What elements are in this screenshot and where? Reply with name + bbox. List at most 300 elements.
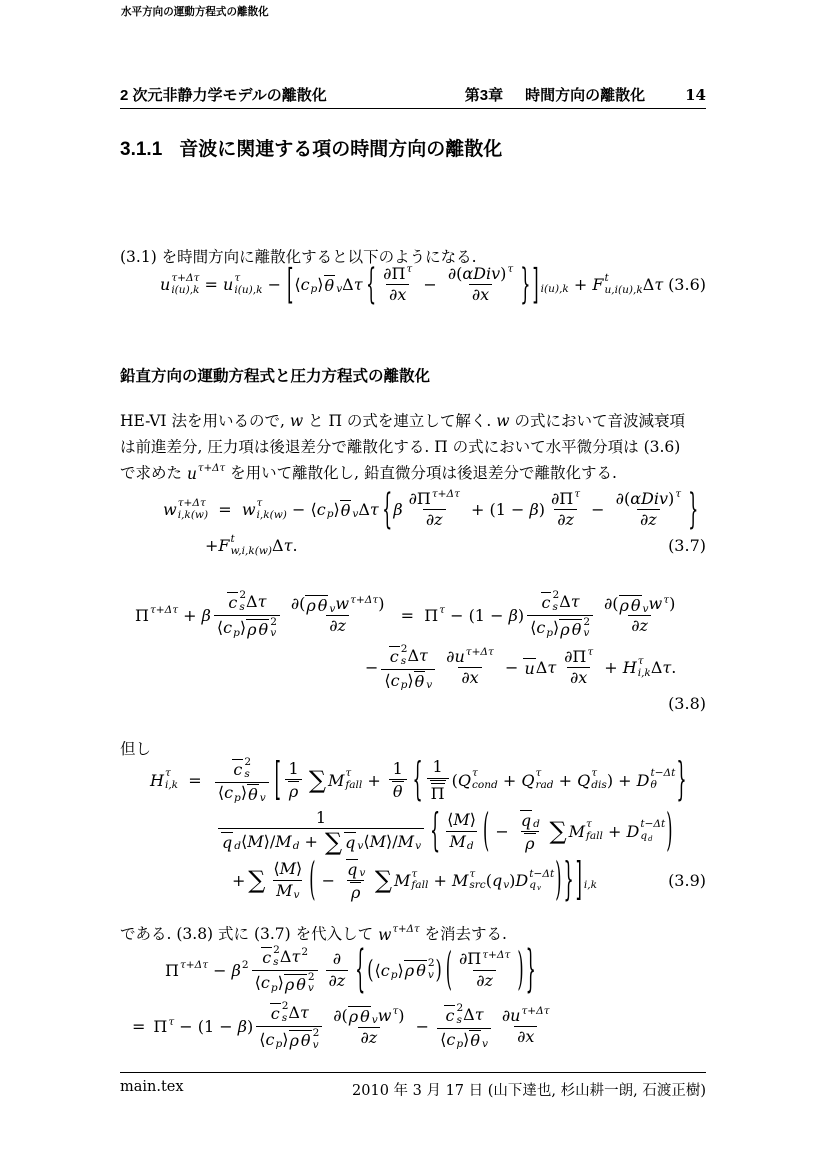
math-token xyxy=(224,784,241,802)
math-token xyxy=(214,615,280,641)
math-token: ( xyxy=(451,770,458,790)
math-token: v xyxy=(293,889,300,902)
math-token xyxy=(440,1030,488,1050)
math-token: Δ xyxy=(342,275,354,295)
math-token: s xyxy=(239,600,245,613)
math-token: + xyxy=(178,605,202,625)
math-token xyxy=(343,859,368,902)
math-token xyxy=(393,760,403,778)
math-token xyxy=(613,490,684,509)
math-token xyxy=(650,780,675,792)
equation-row xyxy=(120,483,706,534)
math-token: Δ xyxy=(559,591,571,611)
math-token xyxy=(218,784,266,804)
math-token: d xyxy=(648,835,653,844)
math-token xyxy=(308,972,315,996)
math-token xyxy=(239,590,246,614)
math-token: 2 xyxy=(241,959,249,972)
math-token xyxy=(510,1004,550,1025)
math-token xyxy=(527,615,593,641)
math-token: M xyxy=(397,831,415,851)
math-token: τ xyxy=(570,591,580,611)
math-token: ( xyxy=(309,852,316,906)
math-token: τ+Δτ xyxy=(465,646,494,659)
math-token xyxy=(288,595,388,636)
math-token: ) xyxy=(555,852,562,906)
math-token xyxy=(515,869,554,893)
math-token: 2 xyxy=(312,1026,320,1039)
equation-line xyxy=(132,1001,556,1051)
math-token xyxy=(529,880,554,892)
math-token xyxy=(426,679,432,691)
math-token xyxy=(443,648,497,667)
math-token: Π xyxy=(559,489,574,508)
math-token xyxy=(255,972,315,996)
math-token: v xyxy=(336,283,343,296)
math-token: Δ xyxy=(642,275,655,295)
math-token: M xyxy=(369,831,387,851)
math-token: ∂ xyxy=(446,646,455,666)
math-token xyxy=(447,811,476,829)
math-token xyxy=(520,810,540,830)
equation-row xyxy=(120,693,706,715)
math-token xyxy=(394,869,428,893)
math-token xyxy=(294,889,300,901)
math-token: ( xyxy=(341,1005,348,1025)
math-token: F xyxy=(592,275,604,295)
math-token xyxy=(499,1004,553,1026)
math-token: ) xyxy=(517,942,524,996)
math-token: i,k xyxy=(583,878,597,891)
math-token: θ xyxy=(296,974,306,994)
math-token: p xyxy=(270,981,278,994)
math-token: v xyxy=(427,969,434,982)
math-token xyxy=(160,273,199,297)
math-token: − xyxy=(316,870,341,890)
math-token: ⟨ xyxy=(216,618,224,638)
math-token xyxy=(571,617,590,641)
paragraph-substitute xyxy=(120,921,706,948)
math-token xyxy=(229,757,254,782)
math-token xyxy=(567,667,590,687)
math-token: θ xyxy=(630,595,641,615)
math-token: ρ xyxy=(350,882,361,902)
math-token: τ xyxy=(257,591,267,611)
math-token xyxy=(340,500,352,520)
math-token xyxy=(456,1015,463,1027)
equation-final xyxy=(120,939,706,1052)
math-token xyxy=(330,1006,407,1027)
math-token: . xyxy=(292,536,298,556)
math-token xyxy=(344,832,356,852)
math-token: ( xyxy=(445,942,452,996)
math-token: } xyxy=(676,752,687,806)
math-token: Q xyxy=(577,770,591,790)
math-token xyxy=(574,488,580,500)
math-token: ⟨ xyxy=(374,960,381,980)
math-token xyxy=(452,869,486,893)
math-token: u xyxy=(454,646,465,666)
math-token: ∂z xyxy=(360,1027,378,1047)
math-token: − xyxy=(286,500,311,520)
math-token: である. (3.8) 式に (3.7) を代入して xyxy=(120,925,379,943)
math-token: β xyxy=(508,605,518,625)
math-token: q xyxy=(345,833,356,852)
math-token xyxy=(285,760,301,779)
equation-number: (3.8) xyxy=(668,694,706,714)
math-token: τ+Δτ xyxy=(197,463,226,475)
math-token: τ xyxy=(547,658,557,678)
equation-row xyxy=(120,939,706,999)
math-token: の式において音波減衰項 xyxy=(509,412,685,430)
math-token xyxy=(168,1016,174,1028)
math-token xyxy=(234,285,262,297)
math-token: cond xyxy=(471,779,498,792)
math-token xyxy=(258,619,270,639)
math-token: 1 xyxy=(288,758,299,778)
math-token xyxy=(273,957,280,969)
math-token xyxy=(259,1028,319,1052)
math-token xyxy=(346,859,358,879)
math-token: s xyxy=(281,1012,288,1025)
math-token xyxy=(288,781,299,801)
math-token: ⟨ xyxy=(363,831,370,851)
math-token xyxy=(494,1026,496,1027)
math-token: ) xyxy=(398,1005,405,1025)
math-token xyxy=(627,819,666,843)
math-token: fall xyxy=(411,879,429,892)
math-token xyxy=(415,840,421,852)
math-token xyxy=(583,617,590,641)
math-token xyxy=(165,780,178,792)
math-token: Δ xyxy=(246,591,258,611)
math-token xyxy=(551,490,580,508)
math-token xyxy=(271,982,278,994)
math-token xyxy=(171,285,199,297)
math-token xyxy=(392,1005,398,1017)
math-token xyxy=(638,656,651,680)
math-token: ∂x xyxy=(569,668,588,688)
math-token: { xyxy=(365,258,377,309)
equation-line xyxy=(160,258,664,309)
math-token: ∑ xyxy=(308,766,326,795)
math-token: c xyxy=(270,1004,280,1024)
math-token: − (1 − xyxy=(444,605,509,625)
math-token: ) xyxy=(509,870,516,890)
math-token xyxy=(575,852,597,906)
math-token: ⟨ xyxy=(241,831,248,851)
math-token: ∂z xyxy=(557,510,574,530)
math-token xyxy=(592,273,642,297)
math-token: τ+Δτ xyxy=(149,604,179,617)
math-token xyxy=(417,490,460,508)
math-token: は前進差分, 圧力項は後退差分で離散化する. Π の式において水平微分項は (3.6) xyxy=(120,438,681,456)
math-token: τ xyxy=(164,767,171,780)
math-token: = xyxy=(208,500,242,520)
math-token: fall xyxy=(345,779,363,792)
math-token: τ+Δτ xyxy=(177,497,206,510)
math-token: ⟩ xyxy=(282,1029,289,1049)
math-token xyxy=(401,679,408,691)
math-token xyxy=(153,1017,174,1036)
math-token: + (1 − xyxy=(465,500,530,520)
math-token: − xyxy=(499,658,524,678)
math-token xyxy=(273,880,302,900)
math-token: τ xyxy=(535,767,542,780)
equation-3-8 xyxy=(120,590,706,715)
math-token xyxy=(631,617,648,635)
math-token: . xyxy=(671,658,677,678)
math-token xyxy=(389,760,407,801)
math-token xyxy=(520,810,532,830)
math-token xyxy=(424,606,445,625)
math-token xyxy=(180,959,208,971)
math-token: w,i,k(w) xyxy=(230,544,273,557)
math-token: 2 xyxy=(270,615,277,628)
page-header xyxy=(120,84,706,105)
math-token xyxy=(276,882,299,900)
math-token xyxy=(401,656,408,668)
math-token: t xyxy=(604,272,609,285)
equation-number: (3.9) xyxy=(668,870,706,890)
math-token xyxy=(313,809,329,828)
math-token xyxy=(427,758,449,802)
math-token xyxy=(300,1030,312,1050)
math-token: を用いて離散化し, 鉛直微分項は後退差分で離散化する. xyxy=(225,464,617,482)
math-token: θ xyxy=(392,782,403,802)
math-token xyxy=(326,950,349,990)
math-token: ρ xyxy=(306,595,316,615)
math-token: p xyxy=(234,791,241,804)
math-token: ∑ xyxy=(374,866,393,895)
math-token xyxy=(346,859,365,879)
math-token: ] xyxy=(575,852,582,906)
math-token xyxy=(227,590,266,614)
math-token: ∂ xyxy=(501,1005,511,1025)
math-token: ∂ xyxy=(603,594,613,614)
math-token xyxy=(514,1026,537,1046)
math-token: Δ xyxy=(407,645,420,665)
math-token: + xyxy=(362,770,386,790)
math-token xyxy=(605,273,643,297)
math-token: q xyxy=(222,833,233,852)
math-token: c xyxy=(316,500,326,520)
math-token: q xyxy=(529,879,537,892)
math-token xyxy=(437,1028,491,1050)
math-token xyxy=(404,960,415,980)
math-token xyxy=(571,619,583,639)
math-token: ∂z xyxy=(640,510,657,530)
equation-row xyxy=(120,644,706,691)
math-token: θ xyxy=(571,619,582,639)
math-token xyxy=(326,615,349,635)
math-token xyxy=(163,498,208,522)
math-token: θ xyxy=(470,1030,480,1050)
math-token xyxy=(529,869,554,893)
math-token: M xyxy=(453,810,470,830)
math-token xyxy=(335,595,378,613)
math-token: αDiv xyxy=(462,264,501,283)
math-token: s xyxy=(456,1014,462,1027)
math-token xyxy=(215,757,269,804)
equation-row xyxy=(120,1001,706,1051)
math-token: c xyxy=(390,670,400,690)
math-token xyxy=(386,284,409,304)
math-token: ∑ xyxy=(549,817,567,846)
math-token xyxy=(380,265,415,284)
math-token: τ xyxy=(299,1002,309,1022)
math-token: = xyxy=(132,1016,146,1036)
math-token xyxy=(178,498,208,522)
math-token xyxy=(541,283,569,295)
math-token xyxy=(351,970,354,971)
math-token: ⟨ xyxy=(294,275,301,295)
math-token xyxy=(389,779,407,801)
math-token: w xyxy=(378,926,392,944)
math-token: ρ xyxy=(619,595,629,615)
math-token xyxy=(371,880,373,881)
math-token xyxy=(546,627,553,639)
math-token xyxy=(239,602,246,614)
math-token: v xyxy=(415,840,422,853)
math-token: w xyxy=(496,412,510,430)
math-token: p xyxy=(390,968,398,981)
math-token xyxy=(501,1004,550,1025)
math-token xyxy=(330,1006,407,1047)
math-token xyxy=(650,768,675,792)
math-token xyxy=(392,781,404,801)
math-token xyxy=(242,959,249,971)
equation-3-6 xyxy=(120,258,706,309)
math-token: ∂z xyxy=(476,970,493,990)
math-token xyxy=(223,273,262,297)
paragraph-tadashi: 但し xyxy=(120,740,152,758)
math-token xyxy=(266,1031,283,1049)
math-token: u xyxy=(160,275,171,295)
page-number: 14 xyxy=(685,86,706,104)
math-token xyxy=(379,509,381,510)
math-token: M xyxy=(275,831,292,851)
math-token: Δ xyxy=(272,536,284,556)
math-token: β xyxy=(529,500,539,520)
math-token xyxy=(327,508,334,520)
math-token xyxy=(415,960,427,980)
math-token: c xyxy=(446,1029,456,1049)
math-token: ( xyxy=(367,954,374,985)
math-token xyxy=(273,945,280,969)
math-token: + xyxy=(299,831,324,851)
math-token: s xyxy=(244,767,250,780)
math-token: H xyxy=(150,770,164,790)
equation-row xyxy=(120,590,706,640)
math-token: ∂ xyxy=(615,489,624,508)
math-token: c xyxy=(223,618,233,638)
math-token: { xyxy=(382,483,393,534)
math-token: t xyxy=(230,532,235,545)
math-token xyxy=(288,760,298,778)
math-token: c xyxy=(536,618,546,638)
math-token xyxy=(305,780,307,781)
math-token xyxy=(218,809,424,854)
math-token: M xyxy=(451,870,469,890)
math-token xyxy=(564,648,593,666)
math-token: θ xyxy=(324,275,335,295)
math-token xyxy=(242,498,287,522)
math-token xyxy=(288,781,299,801)
math-token xyxy=(431,783,445,803)
math-token xyxy=(381,961,398,980)
math-token xyxy=(530,617,590,641)
math-token xyxy=(389,286,406,304)
math-token xyxy=(273,860,302,878)
math-token: ρ xyxy=(348,1006,359,1026)
paragraph-hevi-line1 xyxy=(120,408,706,434)
math-token: τ+Δτ xyxy=(179,959,209,972)
math-token xyxy=(305,595,316,615)
math-token xyxy=(446,1031,463,1049)
math-token: [ xyxy=(287,258,294,309)
math-token xyxy=(554,509,577,529)
math-token xyxy=(270,628,277,640)
math-token: } xyxy=(688,483,699,534)
math-token xyxy=(521,768,553,792)
math-token xyxy=(145,1026,153,1027)
math-token: ∂ xyxy=(564,646,573,666)
math-token: v xyxy=(583,627,590,640)
math-token xyxy=(586,831,603,843)
math-token: − xyxy=(410,1016,435,1036)
math-token: ∂ xyxy=(383,264,392,283)
math-token xyxy=(628,615,651,635)
math-token xyxy=(218,534,272,558)
math-token xyxy=(350,882,361,902)
math-token xyxy=(444,1003,463,1027)
math-token xyxy=(406,490,463,530)
math-token xyxy=(427,831,429,832)
math-token: = xyxy=(178,770,212,790)
math-token xyxy=(637,768,676,792)
math-token xyxy=(459,950,510,968)
math-token xyxy=(414,671,426,691)
math-token xyxy=(221,827,422,856)
math-token xyxy=(537,885,541,893)
math-token: q xyxy=(347,859,358,879)
math-token xyxy=(430,758,446,777)
math-token xyxy=(256,1026,322,1052)
math-token: v xyxy=(481,1038,488,1051)
math-token xyxy=(384,671,432,691)
math-token xyxy=(557,511,574,529)
math-token xyxy=(291,595,385,615)
math-token xyxy=(648,836,652,844)
math-token: src xyxy=(469,879,486,892)
math-token xyxy=(389,646,400,666)
math-token xyxy=(456,1003,463,1027)
math-token xyxy=(461,669,478,687)
footer-filename: main.tex xyxy=(120,1079,184,1095)
math-token xyxy=(257,510,287,522)
math-token xyxy=(272,780,274,781)
math-token: i,k xyxy=(637,666,651,679)
math-token xyxy=(552,590,559,614)
equation-line xyxy=(163,483,699,534)
math-token: ] xyxy=(532,258,539,309)
equation-row xyxy=(120,258,706,309)
math-token xyxy=(234,792,241,804)
math-token: τ xyxy=(474,1004,484,1024)
math-token xyxy=(473,970,496,990)
equation-number: (3.7) xyxy=(668,536,706,556)
